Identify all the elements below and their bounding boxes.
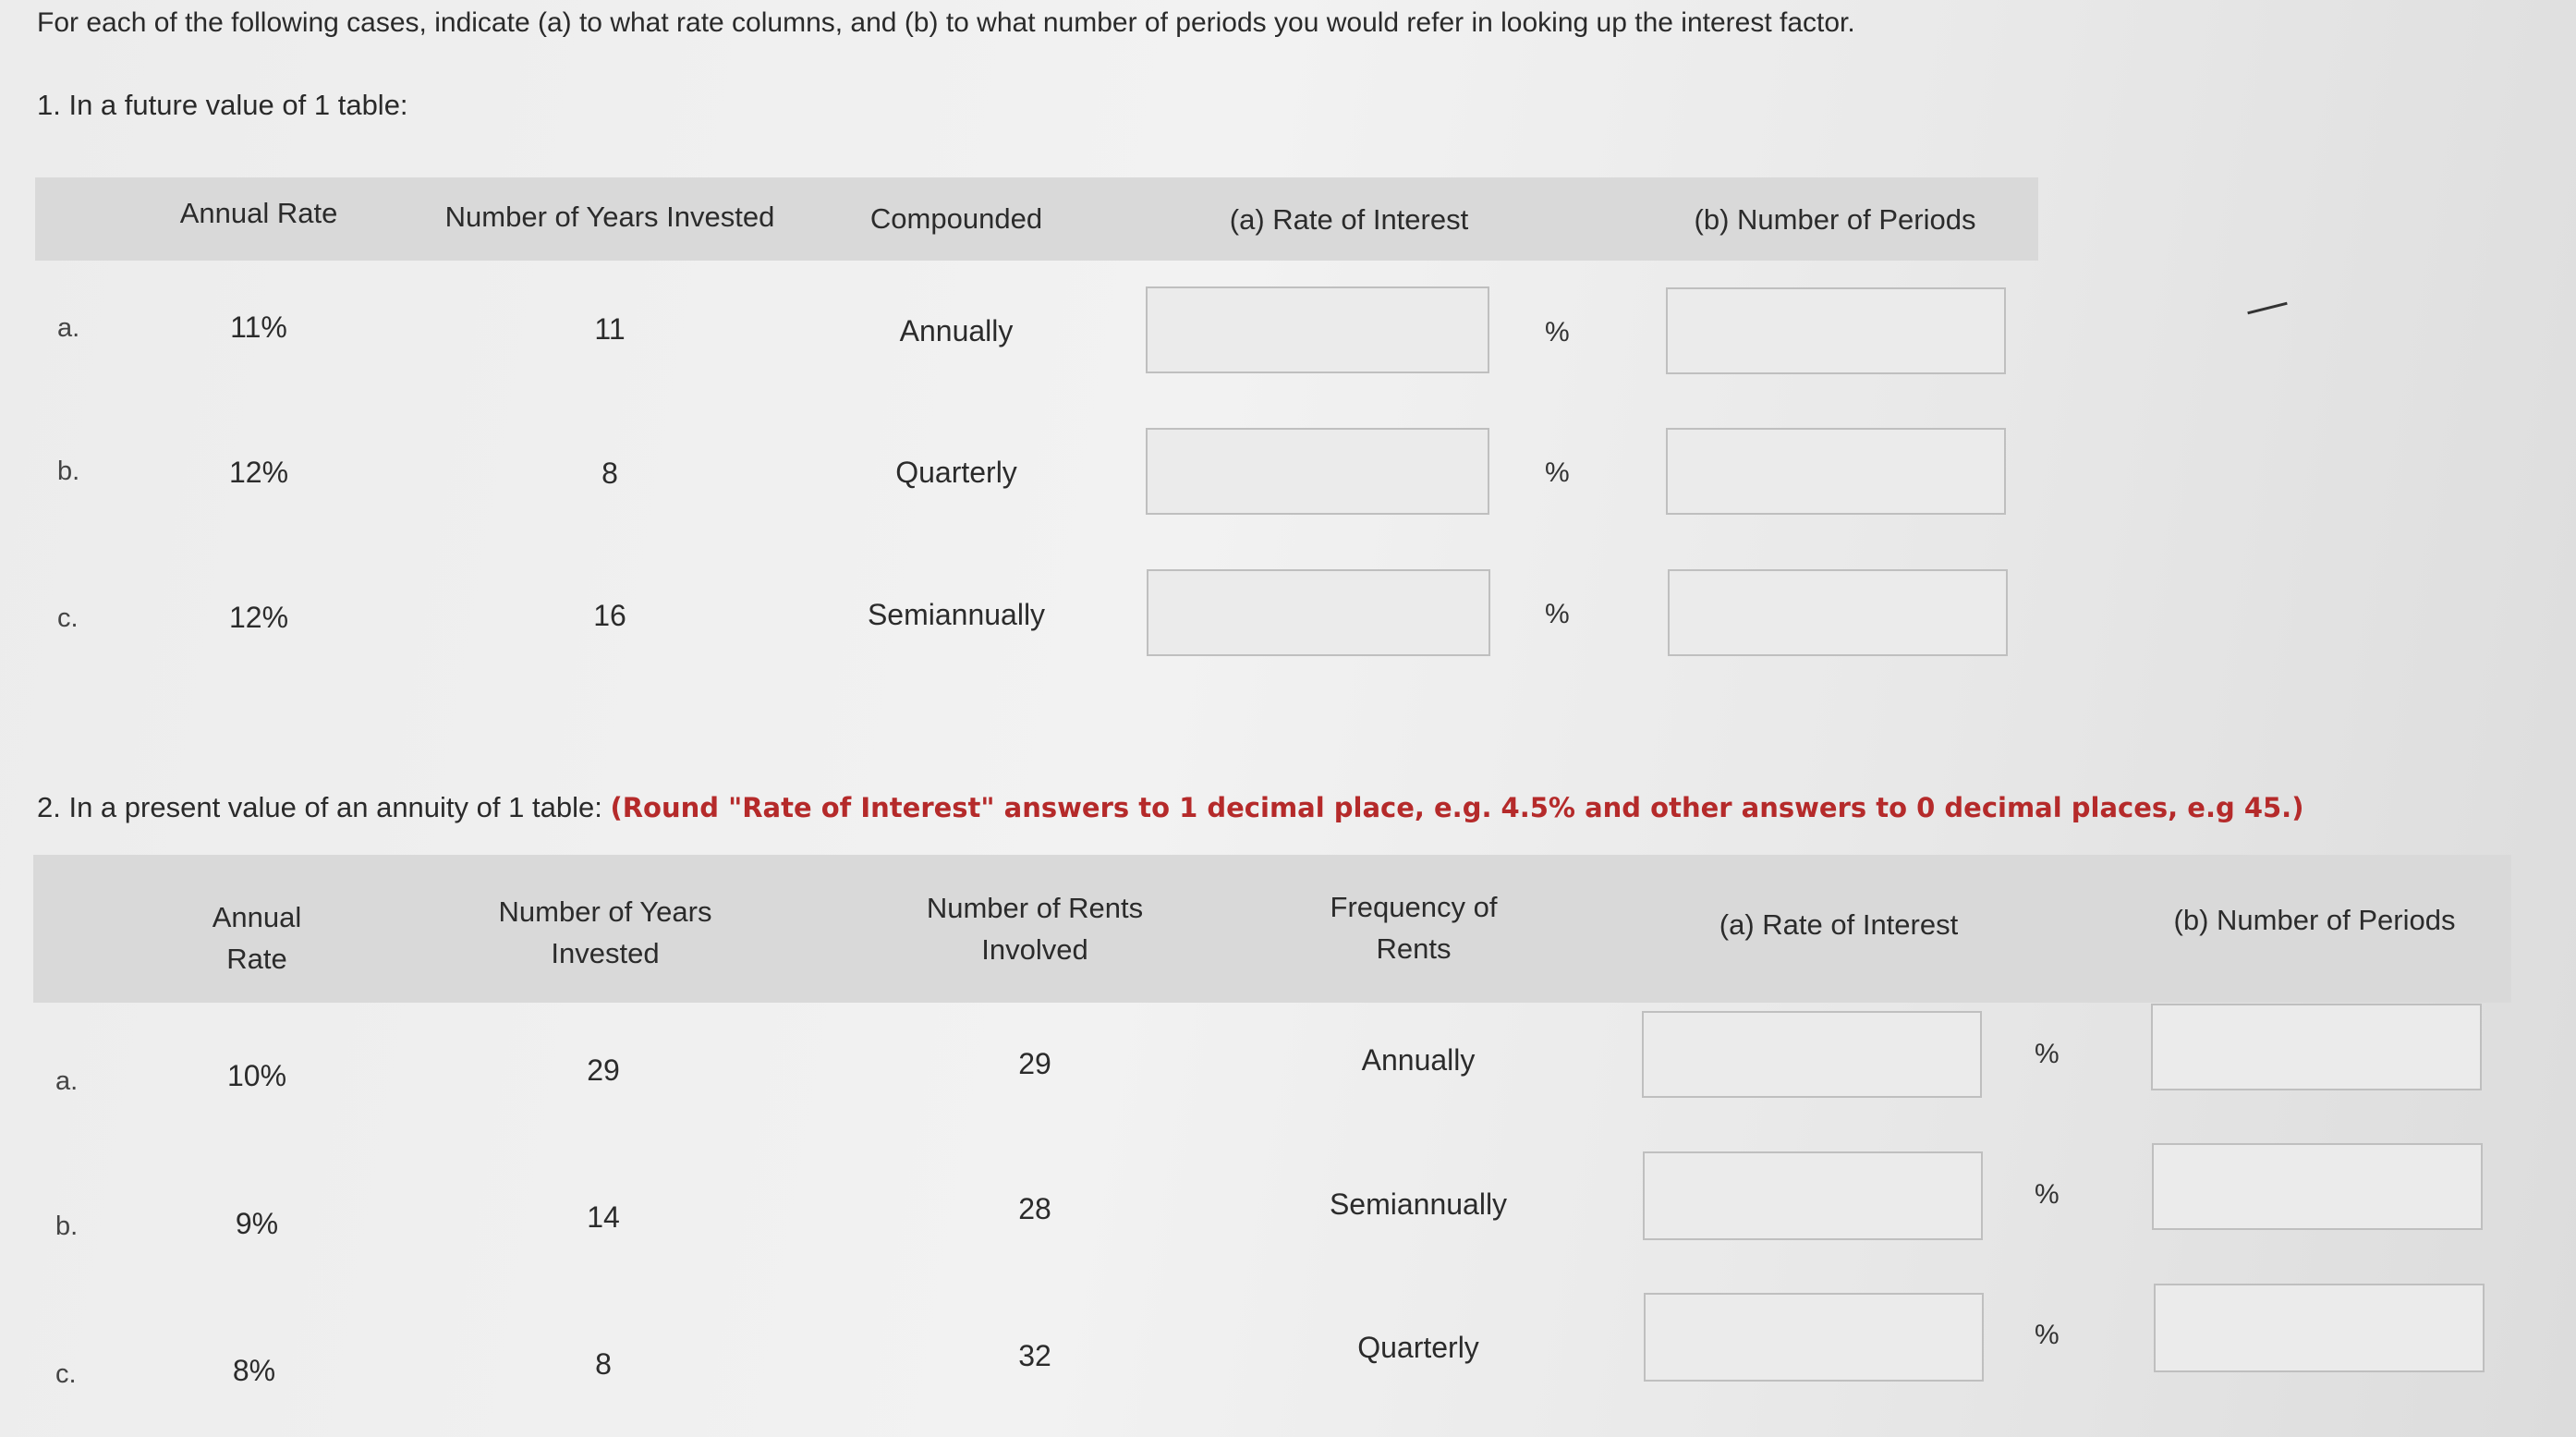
part2-row-c-periods-input[interactable] (2154, 1284, 2485, 1372)
part2-row-c-rate-input[interactable] (1644, 1293, 1984, 1382)
part1-row-c-label: c. (57, 603, 79, 633)
part2-row-c-frequency: Quarterly (1357, 1331, 1479, 1364)
part1-row-b-rate-input[interactable] (1146, 428, 1489, 515)
part1-row-a-label: a. (57, 313, 80, 343)
part2-header-annual-rate-line1: Annual (212, 901, 302, 933)
part2-header-annual-rate-line2: Rate (226, 943, 287, 975)
part2-header-years-invested (453, 891, 758, 974)
part2-row-a-rate-input[interactable] (1642, 1011, 1982, 1098)
part2-row-c-rents: 32 (1018, 1339, 1051, 1372)
part2-title-text: 2. In a present value of an annuity of 1 table: (37, 791, 602, 823)
part1-row-b-periods-input[interactable] (1666, 428, 2006, 515)
part1-row-c-periods-input[interactable] (1668, 569, 2008, 656)
part1-row-a-compounded: Annually (899, 314, 1014, 347)
part2-row-c-label: c. (55, 1359, 77, 1389)
part1-row-b-label: b. (57, 457, 80, 486)
part1-title: 1. In a future value of 1 table: (37, 89, 408, 121)
part2-header-years-line2: Invested (551, 937, 660, 969)
part2-row-b-years: 14 (587, 1200, 620, 1234)
part2-header-rate-of-interest: (a) Rate of Interest (1719, 908, 1959, 941)
part2-row-a-label: a. (55, 1066, 79, 1096)
part2-row-a-percent: % (2035, 1039, 2060, 1069)
part1-row-a-percent: % (1545, 317, 1570, 347)
part1-row-a-years: 11 (594, 312, 626, 346)
part2-row-c-annual-rate: 8% (232, 1354, 276, 1387)
part2-row-b-frequency: Semiannually (1329, 1187, 1508, 1221)
part2-row-a-periods-input[interactable] (2151, 1004, 2482, 1090)
part1-row-a-annual-rate: 11% (230, 311, 287, 344)
instructions-text: For each of the following cases, indicate (a) to what rate columns, and (b) to what number of periods you would refer in looking up the interest factor. (37, 7, 1855, 38)
part1-row-c-rate-input[interactable] (1147, 569, 1490, 656)
part1-row-b-years: 8 (601, 457, 618, 490)
part1-header-compounded: Compounded (869, 202, 1043, 235)
part2-header-frequency-line2: Rents (1376, 932, 1452, 965)
part2-row-c-years: 8 (595, 1347, 612, 1381)
part2-header-frequency (1275, 886, 1552, 969)
part1-header-annual-rate: Annual Rate (179, 197, 338, 229)
part2-header-rents-line1: Number of Rents (926, 892, 1144, 924)
part1-row-c-percent: % (1545, 599, 1570, 629)
part2-header-number-of-periods: (b) Number of Periods (2173, 904, 2456, 936)
part2-row-b-periods-input[interactable] (2152, 1143, 2483, 1230)
part2-row-a-rents: 29 (1018, 1047, 1051, 1080)
rounding-note: (Round "Rate of Interest" answers to 1 decimal place, e.g. 4.5% and other answers to 0 decimal places, e.g 45.) (610, 792, 2304, 823)
part1-row-b-percent: % (1545, 457, 1570, 488)
part1-row-c-compounded: Semiannually (867, 598, 1046, 631)
part1-row-a-rate-input[interactable] (1146, 286, 1489, 373)
part2-title (37, 791, 2303, 824)
part1-header-years-invested: Number of Years Invested (444, 201, 775, 233)
part1-row-b-annual-rate: 12% (228, 456, 289, 489)
part2-row-b-rate-input[interactable] (1643, 1151, 1983, 1240)
part1-header-rate-of-interest: (a) Rate of Interest (1229, 203, 1469, 236)
part2-header-years-line1: Number of Years (498, 895, 712, 928)
part1-header-number-of-periods: (b) Number of Periods (1694, 203, 1976, 236)
part1-row-c-annual-rate: 12% (228, 601, 289, 634)
part2-row-b-label: b. (55, 1212, 79, 1241)
part2-row-a-frequency: Annually (1361, 1043, 1476, 1077)
part2-header-annual-rate (164, 896, 349, 980)
part1-row-c-years: 16 (593, 599, 626, 632)
pen-stroke-mark (2247, 302, 2287, 315)
part2-header-rents-line2: Involved (981, 933, 1088, 966)
part2-header-rents-involved (878, 887, 1192, 970)
part2-header-frequency-line1: Frequency of (1330, 891, 1498, 923)
part2-row-a-annual-rate: 10% (226, 1059, 287, 1092)
part2-row-b-percent: % (2035, 1179, 2060, 1210)
part2-row-b-rents: 28 (1018, 1192, 1051, 1225)
part1-row-b-compounded: Quarterly (895, 456, 1017, 489)
part1-row-a-periods-input[interactable] (1666, 287, 2006, 374)
part2-row-b-annual-rate: 9% (235, 1207, 279, 1240)
part2-row-c-percent: % (2035, 1320, 2060, 1350)
part2-row-a-years: 29 (587, 1053, 620, 1087)
